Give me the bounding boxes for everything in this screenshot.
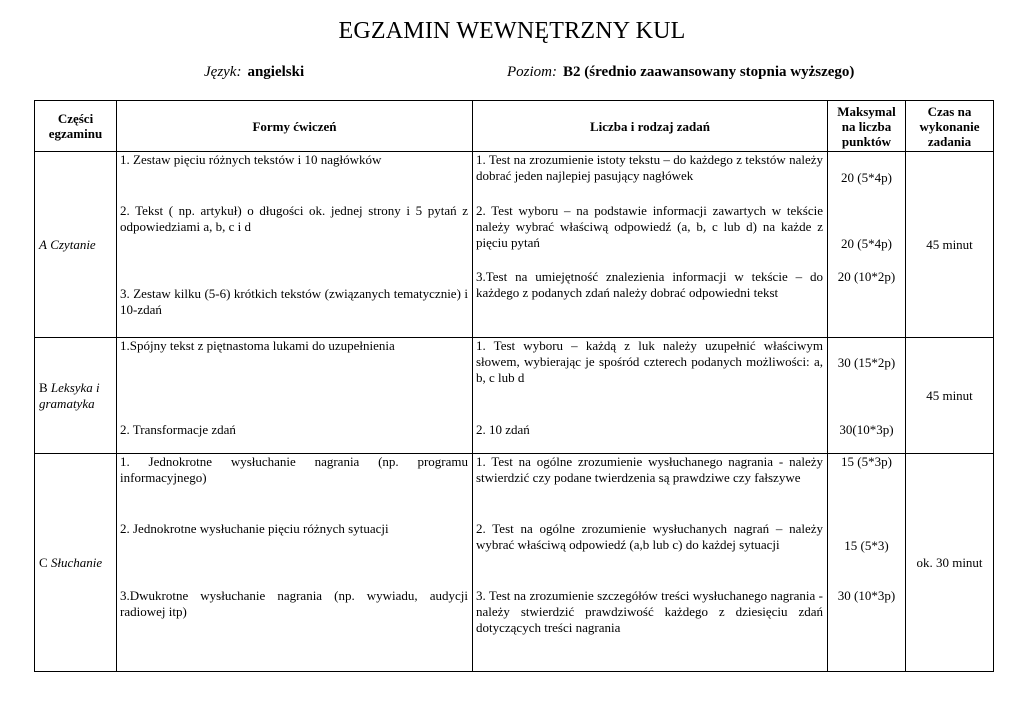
points-cell <box>828 338 906 454</box>
task-item: 2. Test na ogólne zrozumienie wysłuchanych nagrań – należy wybrać właściwą odpowiedź (a,b lub c) do każdej sytuacji <box>476 521 823 552</box>
task-item: 1. Test na zrozumienie istoty tekstu – do każdego z tekstów należy dobrać jeden najlepiej pasujący nagłówek <box>476 152 823 183</box>
section-name-cell <box>35 152 117 338</box>
points-value: 30(10*3p) <box>839 422 894 437</box>
tasks-cell <box>473 338 828 454</box>
level-line <box>507 64 854 81</box>
forms-cell <box>117 152 473 338</box>
form-item: 1. Jednokrotne wysłuchanie nagrania (np. programu informacyjnego) <box>120 454 468 485</box>
form-item: 2. Jednokrotne wysłuchanie pięciu różnych sytuacji <box>120 521 389 536</box>
level-value: B2 (średnio zaawansowany stopnia wyższego) <box>563 64 855 80</box>
tasks-cell <box>473 152 828 338</box>
header-row <box>35 101 994 152</box>
task-item: 3. Test na zrozumienie szczegółów treści wysłuchanego nagrania - należy stwierdzić prawdziwość każdego z dziesięciu zdań dotyczących treści nagrania <box>476 588 823 635</box>
forms-cell <box>117 338 473 454</box>
language-line <box>204 64 304 81</box>
task-item: 2. 10 zdań <box>476 422 530 437</box>
section-name-cell <box>35 338 117 454</box>
header-max-points: Maksymal na liczba punktów <box>828 101 906 152</box>
time-cell: 45 minut <box>906 338 994 454</box>
section-name: Leksyka i gramatyka <box>39 379 100 411</box>
points-cell <box>828 152 906 338</box>
level-label: Poziom: <box>507 64 557 80</box>
form-item: 1.Spójny tekst z piętnastoma lukami do uzupełnienia <box>120 338 395 353</box>
section-prefix: B <box>39 379 48 395</box>
table-row <box>35 338 994 454</box>
table-row <box>35 152 994 338</box>
task-item: 1. Test wyboru – każdą z luk należy uzupełnić właściwym słowem, wybierając je spośród czterech podanych możliwości: a, b, c lub d <box>476 338 823 385</box>
section-name: Słuchanie <box>50 554 103 570</box>
task-item: 2. Test wyboru – na podstawie informacji zawartych w tekście należy wybrać właściwą odpowiedź (a, b, c lub d) na każde z pięciu pytań <box>476 203 823 250</box>
form-item: 3. Zestaw kilku (5-6) krótkich tekstów (związanych tematycznie) i 10-zdań <box>120 286 468 317</box>
exam-structure-table <box>34 100 994 672</box>
section-name: A <box>39 236 47 252</box>
time-cell: 45 minut <box>906 152 994 338</box>
form-item: 1. Zestaw pięciu różnych tekstów i 10 nagłówków <box>120 152 382 167</box>
time-cell: ok. 30 minut <box>906 454 994 672</box>
table-row <box>35 454 994 672</box>
points-cell <box>828 454 906 672</box>
tasks-cell <box>473 454 828 672</box>
language-label: Język: <box>204 64 242 80</box>
form-item: 2. Tekst ( np. artykuł) o długości ok. jednej strony i 5 pytań z odpowiedziami a, b, c i d <box>120 203 468 234</box>
section-prefix: C <box>39 554 48 570</box>
header-time: Czas na wykonanie zadania <box>906 101 994 152</box>
header-forms: Formy ćwiczeń <box>117 101 473 152</box>
points-value: 30 (10*3p) <box>837 588 896 603</box>
points-value: 20 (5*4p) <box>841 170 892 185</box>
task-item: 3.Test na umiejętność znalezienia informacji w tekście – do każdego z podanych zdań należy dobrać odpowiedni tekst <box>476 269 823 300</box>
form-item: 3.Dwukrotne wysłuchanie nagrania (np. wywiadu, audycji radiowej itp) <box>120 588 468 619</box>
header-tasks: Liczba i rodzaj zadań <box>473 101 828 152</box>
task-item: 1. Test na ogólne zrozumienie wysłuchanego nagrania - należy stwierdzić czy podane twierdzenia są prawdziwe czy fałszywe <box>476 454 823 485</box>
points-value: 30 (15*2p) <box>837 355 896 370</box>
header-parts: Części egzaminu <box>35 101 117 152</box>
points-value: 20 (10*2p) <box>837 269 896 284</box>
points-value: 15 (5*3p) <box>841 454 892 469</box>
section-name: Czytanie <box>50 236 96 252</box>
forms-cell <box>117 454 473 672</box>
language-value: angielski <box>247 64 305 80</box>
form-item: 2. Transformacje zdań <box>120 422 236 437</box>
points-value: 15 (5*3) <box>844 538 889 553</box>
section-name-cell <box>35 454 117 672</box>
document-title: EGZAMIN WEWNĘTRZNY KUL <box>338 18 686 44</box>
points-value: 20 (5*4p) <box>841 236 892 251</box>
